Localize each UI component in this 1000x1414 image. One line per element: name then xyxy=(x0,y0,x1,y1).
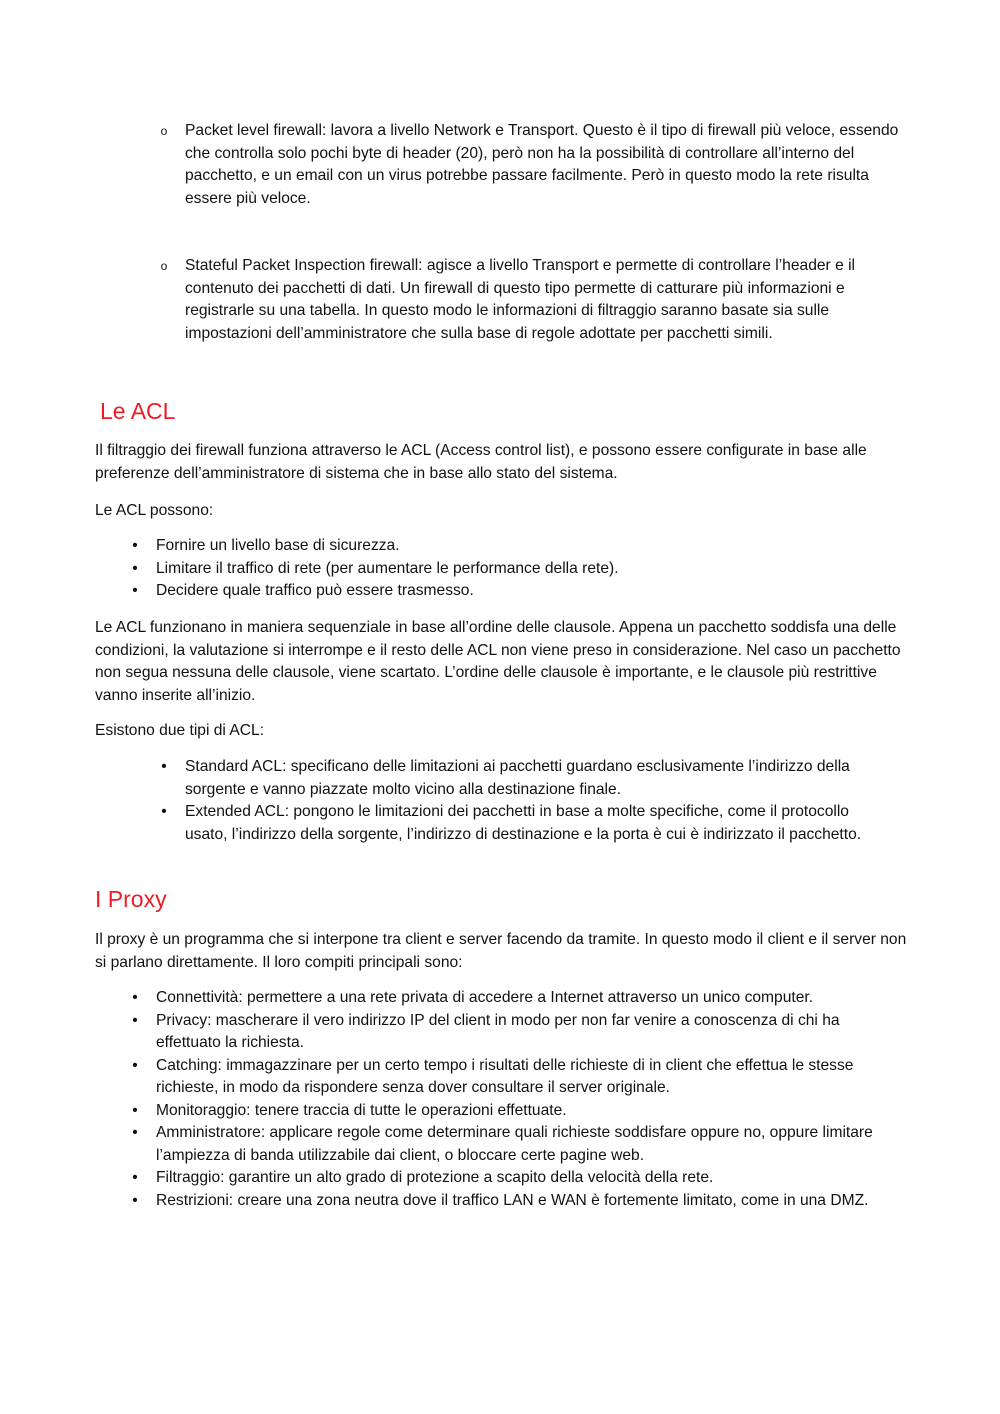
list-item xyxy=(132,1100,906,1123)
paragraph: Le ACL possono: xyxy=(95,502,214,519)
acl-types-list xyxy=(161,756,885,846)
list-item xyxy=(132,987,906,1010)
bullet-icon: • xyxy=(132,559,138,577)
list-item-text: Monitoraggio: tenere traccia di tutte le operazioni effettuate. xyxy=(156,1101,567,1119)
bullet-icon: • xyxy=(132,1056,138,1074)
list-item xyxy=(132,1122,906,1167)
list-item xyxy=(132,1055,906,1100)
bullet-icon: • xyxy=(132,1101,138,1119)
paragraph: Le ACL funzionano in maniera sequenziale in base all’ordine delle clausole. Appena un pacchetto soddisfa una delle condizioni, la valutazione si interrompe e il resto delle ACL non viene preso in considerazione. Nel caso un pacchetto non segua nessuna delle clausole, viene scartato. L’ordine delle clausole è importante, e le clausole più restrittive vanno inserite all’inizio. xyxy=(95,619,901,704)
list-item-text: Decidere quale traffico può essere trasmesso. xyxy=(156,582,474,599)
list-item xyxy=(161,756,885,801)
list-item xyxy=(132,580,906,603)
list-item xyxy=(160,255,910,345)
bullet-icon: • xyxy=(132,1011,138,1029)
list-item-text: Packet level firewall: lavora a livello Network e Transport. Questo è il tipo di firewall più veloce, essendo che controlla solo pochi byte di header (20), però non ha la possibilità di controllare all’interno del pacchetto, e un email con un virus potrebbe passare facilmente. Però in questo modo la rete risulta essere più veloce. xyxy=(185,122,899,207)
paragraph: Il proxy è un programma che si interpone tra client e server facendo da tramite. In questo modo il client e il server non si parlano direttamente. Il loro compiti principali sono: xyxy=(95,931,907,971)
circle-bullet-icon: o xyxy=(160,124,168,138)
list-item xyxy=(132,535,906,558)
bullet-icon: • xyxy=(132,537,138,554)
list-item xyxy=(160,120,910,255)
circle-bullet-icon: o xyxy=(160,259,168,273)
list-item xyxy=(161,801,885,846)
list-item-text: Amministratore: applicare regole come determinare quali richieste soddisfare oppure no, oppure limitare l’ampiezza di banda utilizzabile dai client, o bloccare certe pagine web. xyxy=(156,1124,873,1164)
list-item-text: Connettività: permettere a una rete privata di accedere a Internet attraverso un unico computer. xyxy=(156,989,814,1006)
section-heading-proxy: I Proxy xyxy=(95,886,167,912)
list-item-text: Filtraggio: garantire un alto grado di protezione a scapito della velocità della rete. xyxy=(156,1169,714,1186)
bullet-icon: • xyxy=(132,989,138,1006)
list-item-text: Standard ACL: specificano delle limitazioni ai pacchetti guardano esclusivamente l’indirizzo della sorgente e vanno piazzate molto vicino alla destinazione finale. xyxy=(185,758,850,798)
list-item-text: Restrizioni: creare una zona neutra dove il traffico LAN e WAN è fortemente limitato, come in una DMZ. xyxy=(156,1191,869,1209)
list-item-text: Limitare il traffico di rete (per aumentare le performance della rete). xyxy=(156,559,619,577)
list-item-text: Stateful Packet Inspection firewall: agisce a livello Transport e permette di controllare l’header e il contenuto dei pacchetti di dati. Un firewall di questo tipo permette di catturare più informazioni e registrarle su una tabella. In questo modo le informazioni di filtraggio saranno basate sia sulle impostazioni dell’amministratore che sulla base di regole adottate per pacchetti simili. xyxy=(185,257,856,342)
list-item-text: Catching: immagazzinare per un certo tempo i risultati delle richieste di in client che effettua le stesse richieste, in modo da rispondere senza dover consultare il server originale. xyxy=(156,1056,854,1096)
paragraph: Esistono due tipi di ACL: xyxy=(95,722,265,739)
list-item xyxy=(132,1167,906,1190)
section-heading-acl: Le ACL xyxy=(100,398,176,424)
list-item-text: Fornire un livello base di sicurezza. xyxy=(156,537,400,554)
list-item-text: Extended ACL: pongono le limitazioni dei pacchetti in base a molte specifiche, come il protocollo usato, l’indirizzo della sorgente, l’indirizzo di destinazione e la porta è cui è indirizzato il pacchetto. xyxy=(185,803,862,843)
bullet-icon: • xyxy=(161,803,167,820)
bullet-icon: • xyxy=(161,758,167,775)
list-item xyxy=(132,1010,906,1055)
acl-capabilities-list xyxy=(132,535,906,603)
bullet-icon: • xyxy=(132,1191,138,1209)
bullet-icon: • xyxy=(132,1169,138,1186)
paragraph: Il filtraggio dei firewall funziona attraverso le ACL (Access control list), e possono essere configurate in base alle preferenze dell’amministratore di sistema che in base allo stato del sistema. xyxy=(95,442,867,482)
bullet-icon: • xyxy=(132,1124,138,1141)
firewall-types-list xyxy=(160,120,910,345)
proxy-tasks-list xyxy=(132,987,906,1212)
bullet-icon: • xyxy=(132,582,138,599)
list-item xyxy=(132,558,906,581)
list-item xyxy=(132,1190,906,1213)
list-item-text: Privacy: mascherare il vero indirizzo IP del client in modo per non far venire a conoscenza di chi ha effettuato la richiesta. xyxy=(156,1011,840,1051)
